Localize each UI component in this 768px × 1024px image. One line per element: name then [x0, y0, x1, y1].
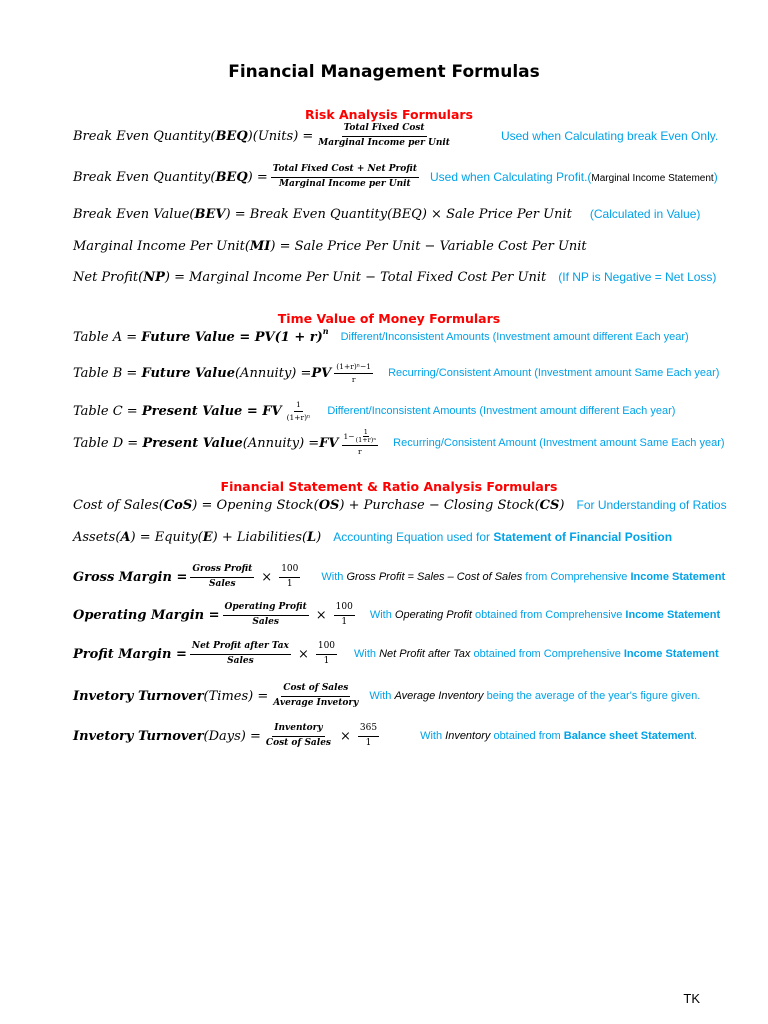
note-text-italic: Average Inventory [394, 690, 484, 702]
note-text: With [321, 571, 347, 583]
note-text-italic: Gross Profit = Sales – Cost of Sales [346, 571, 523, 583]
formula-text-bold: BEQ [215, 169, 248, 185]
note-text: obtained from Comprehensive [471, 609, 626, 621]
note-text: being the average of the year's figure given. [483, 690, 701, 702]
fraction-numerator: Total Fixed Cost [342, 123, 427, 136]
formula-beq-units [73, 121, 718, 151]
fraction [316, 641, 337, 667]
formula-text-bold: CoS [163, 497, 193, 513]
formula-text: ) = Equity( [130, 529, 203, 545]
formula-text: Table C = [73, 403, 138, 419]
fraction-denominator: Sales [227, 655, 254, 666]
multiply-sign: × [339, 728, 351, 744]
fraction-denominator: Average Invetory [273, 697, 359, 708]
fraction-numerator: Net Profit after Tax [190, 641, 291, 654]
formula-text-bold: Present Value [142, 435, 243, 451]
formula-text-bold: Future Value [141, 365, 235, 381]
formula-text-bold: NP [143, 269, 165, 285]
note-text-bold: Income Statement [630, 571, 726, 583]
note-text: With [420, 730, 446, 742]
fraction-numerator: Inventory [272, 723, 324, 736]
section-title-risk: Risk Analysis Formulars [304, 107, 473, 122]
fraction [190, 564, 254, 590]
multiply-sign: × [297, 646, 309, 662]
note-text: obtained from [490, 730, 564, 742]
fraction [279, 564, 300, 590]
note-text: obtained from Comprehensive [470, 648, 624, 660]
formula-table-b [73, 358, 719, 388]
fraction-denominator: 1 [365, 737, 372, 748]
multiply-sign: × [315, 607, 327, 623]
formula-text: Break Even Quantity( [73, 169, 216, 185]
formula-gross-margin [73, 562, 725, 592]
formula-text: ) + Liabilities( [212, 529, 308, 545]
fraction-numerator: Total Fixed Cost + Net Profit [271, 164, 419, 177]
fraction-text: 1− [343, 432, 355, 442]
formula-text: ) [559, 497, 565, 513]
nested-fraction [356, 429, 377, 444]
formula-note [354, 648, 719, 660]
fraction-numerator: 1 [294, 400, 303, 411]
fraction-numerator: 100 [279, 564, 300, 577]
fraction-numerator: 100 [316, 641, 337, 654]
formula-note: Different/Inconsistent Amounts (Investment amount different Each year) [340, 331, 689, 343]
formula-text: Assets( [73, 529, 121, 545]
formula-text: Table D = [73, 435, 139, 451]
formula-note: Different/Inconsistent Amounts (Investment amount different Each year) [327, 405, 676, 417]
formula-note [369, 690, 700, 702]
fraction-denominator: Cost of Sales [265, 737, 331, 748]
fraction-denominator: (1+r)ⁿ [286, 412, 311, 422]
formula-text-bold: Invetory Turnover [73, 728, 204, 744]
formula-note: (Calculated in Value) [589, 207, 701, 221]
note-text: Accounting Equation used for [333, 530, 494, 544]
formula-text: Net Profit( [73, 269, 144, 285]
fraction-numerator: Gross Profit [190, 564, 254, 577]
formula-text-bold: Profit Margin = [73, 646, 187, 662]
formula-text: ) + Purchase − Closing Stock( [339, 497, 540, 513]
page-title: Financial Management Formulas [228, 62, 540, 82]
formula-text-bold: E [202, 529, 213, 545]
formula-text-bold: MI [249, 238, 271, 254]
exponent: n [322, 326, 329, 336]
note-text-bold: Income Statement [623, 648, 719, 660]
fraction [271, 683, 360, 709]
fraction-denominator: Marginal Income per Unit [279, 178, 411, 189]
fraction [342, 429, 379, 457]
note-text-italic: Operating Profit [394, 609, 472, 621]
note-text: With [369, 609, 395, 621]
fraction-numerator: 100 [334, 602, 355, 615]
formula-note [430, 170, 718, 184]
formula-note [321, 571, 725, 583]
fraction-denominator: r [358, 447, 362, 457]
formula-inventory-days [73, 721, 697, 751]
formula-text-bold: CS [539, 497, 560, 513]
fraction-denominator: Sales [209, 578, 236, 589]
note-text: With [369, 690, 395, 702]
formula-cos [73, 490, 727, 520]
fraction-numerator: Cost of Sales [281, 683, 350, 696]
fraction [316, 123, 452, 149]
note-text-italic: Net Profit after Tax [379, 648, 471, 660]
formula-text-bold: L [307, 529, 317, 545]
note-text-italic: Inventory [445, 730, 491, 742]
formula-text-bold: FV [319, 435, 339, 451]
formula-note: Recurring/Consistent Amount (Investment amount Same Each year) [393, 437, 725, 449]
formula-table-d [73, 428, 725, 458]
note-text: . [693, 730, 698, 742]
formula-text: ) = [247, 169, 268, 185]
fraction-denominator: 1 [323, 655, 330, 666]
formula-text: Table B = [73, 365, 138, 381]
formula-text-bold: Invetory Turnover [73, 688, 204, 704]
formula-text-bold: Gross Margin = [73, 569, 188, 585]
note-text: Used when Calculating Profit.( [429, 170, 592, 184]
formula-table-c [73, 396, 675, 426]
formula-text: Break Even Value( [73, 206, 195, 222]
formula-text: ) = Sale Price Per Unit − Variable Cost Per Unit [270, 238, 587, 254]
fraction-numerator: (1+r)ⁿ−1 [334, 362, 373, 373]
formula-profit-margin [73, 639, 719, 669]
formula-text: )(Units) = [247, 128, 314, 144]
fraction [358, 723, 379, 749]
formula-text: (Days) = [203, 728, 261, 744]
fraction [285, 400, 313, 422]
formula-note: Used when Calculating break Even Only. [500, 129, 719, 143]
formula-inventory-times [73, 681, 700, 711]
formula-operating-margin [73, 600, 720, 630]
formula-beq-profit [73, 162, 718, 192]
note-text: ) [713, 170, 718, 184]
footer-initials: TK [683, 991, 700, 1006]
formula-text-bold: BEV [194, 206, 226, 222]
formula-note [333, 530, 672, 544]
formula-note [420, 730, 697, 742]
formula-mi [73, 231, 587, 261]
note-text-bold: Statement of Financial Position [493, 530, 673, 544]
section-title-tvm: Time Value of Money Formulars [277, 311, 501, 326]
fraction-denominator: 1 [286, 578, 293, 589]
fraction-numerator: Operating Profit [223, 602, 309, 615]
formula-note: For Understanding of Ratios [576, 498, 727, 512]
formula-text: ) = Marginal Income Per Unit − Total Fixed Cost Per Unit [164, 269, 547, 285]
fraction-numerator: 365 [358, 723, 379, 736]
note-text: from Comprehensive [522, 571, 631, 583]
formula-text: Marginal Income Per Unit( [73, 238, 250, 254]
fraction [334, 602, 355, 628]
formula-text: (Annuity) = [234, 365, 312, 381]
fraction-denominator: r [351, 374, 356, 384]
formula-bev [73, 199, 700, 229]
formula-text: Break Even Quantity( [73, 128, 216, 144]
formula-text: Table A = [73, 329, 138, 345]
formula-table-a [73, 322, 689, 352]
formula-text: Cost of Sales( [73, 497, 164, 513]
formula-text-bold: Present Value = FV [141, 403, 282, 419]
note-text-bold: Balance sheet Statement [563, 730, 694, 742]
formula-text: ) [316, 529, 322, 545]
nested-numerator: 1 [363, 428, 368, 437]
note-text-small: Marginal Income Statement [591, 173, 714, 184]
fraction-denominator: Marginal Income per Unit [318, 137, 450, 148]
fraction [264, 723, 333, 749]
note-text-bold: Income Statement [625, 609, 721, 621]
fraction [223, 602, 309, 628]
formula-text-bold: PV [311, 365, 332, 381]
formula-text-bold: Future Value = PV(1 + r) [141, 329, 323, 345]
formula-text: (Annuity) = [242, 435, 320, 451]
formula-text-bold: OS [318, 497, 340, 513]
fraction [271, 164, 419, 190]
formula-text-bold: A [120, 529, 131, 545]
formula-note: (If NP is Negative = Net Loss) [558, 270, 717, 284]
formula-text: ) = Opening Stock( [192, 497, 319, 513]
formula-note [370, 609, 720, 621]
formula-note: Recurring/Consistent Amount (Investment amount Same Each year) [388, 367, 720, 379]
formula-assets [73, 522, 672, 552]
formula-text: (Times) = [203, 688, 269, 704]
fraction-numerator [342, 429, 379, 446]
fraction-denominator: Sales [252, 616, 279, 627]
fraction-denominator: 1 [341, 616, 348, 627]
formula-np [73, 262, 716, 292]
formula-text-bold: Operating Margin = [73, 607, 220, 623]
nested-denominator: (1+r)ⁿ [355, 436, 377, 445]
fraction [334, 362, 373, 384]
note-text: With [354, 648, 380, 660]
formula-text: ) = Break Even Quantity(BEQ) × Sale Price Per Unit [225, 206, 572, 222]
formula-text-bold: BEQ [215, 128, 248, 144]
multiply-sign: × [261, 569, 273, 585]
fraction [190, 641, 291, 667]
section-title-ratio: Financial Statement & Ratio Analysis Formulars [220, 479, 558, 494]
